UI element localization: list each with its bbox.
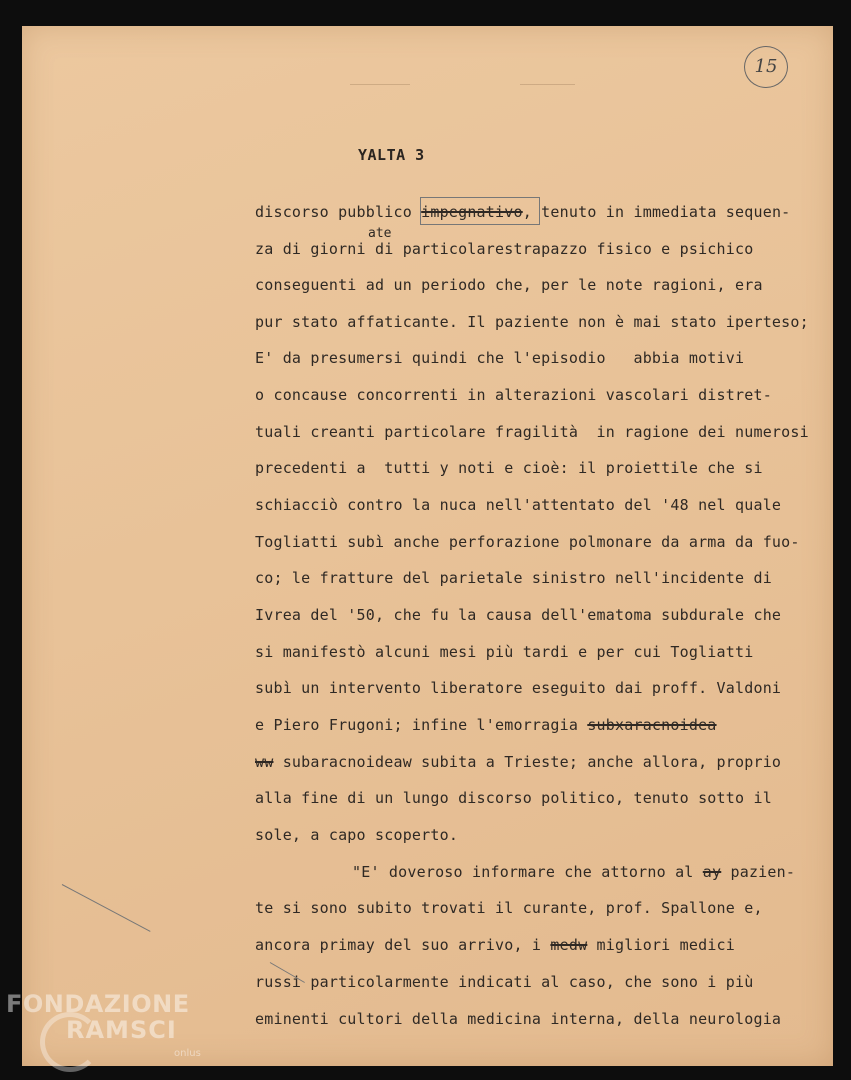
page-number: 15 bbox=[744, 46, 788, 88]
text-line: alla fine di un lungo discorso politico, tenuto sotto il bbox=[255, 789, 772, 807]
struck-word: ay bbox=[702, 863, 722, 881]
struck-word: impegnativo bbox=[421, 203, 523, 221]
text-line: Togliatti subì anche perforazione polmonare da arma da fuo- bbox=[255, 533, 800, 551]
struck-word: medw bbox=[550, 936, 588, 954]
text-line: za di giorni di particolarestrapazzo fisico e psichico bbox=[255, 240, 754, 258]
text-line: "E' doveroso informare che attorno al ay pazien- bbox=[352, 863, 796, 881]
watermark-logo: FONDAZIONE RAMSCI onlus bbox=[6, 990, 216, 1070]
text-line: ww subaracnoideaw subita a Trieste; anche allora, proprio bbox=[255, 753, 782, 771]
text-line: discorso pubblico impegnativo, tenuto in immediata sequen- bbox=[255, 203, 791, 221]
text-line: ancora primay del suo arrivo, i medw migliori medici bbox=[255, 936, 736, 954]
faint-mark bbox=[350, 84, 410, 85]
text-line: pur stato affaticante. Il paziente non è mai stato iperteso; bbox=[255, 313, 809, 331]
document-title: YALTA 3 bbox=[358, 146, 425, 164]
text-line: co; le fratture del parietale sinistro nell'incidente di bbox=[255, 569, 772, 587]
text-line: subì un intervento liberatore eseguito dai proff. Valdoni bbox=[255, 679, 782, 697]
struck-word: subxaracnoidea bbox=[587, 716, 717, 734]
text-line: russi particolarmente indicati al caso, che sono i più bbox=[255, 973, 754, 991]
text-line: te si sono subito trovati il curante, prof. Spallone e, bbox=[255, 899, 763, 917]
correction-bracket bbox=[420, 197, 540, 225]
text-line: eminenti cultori della medicina interna, della neurologia bbox=[255, 1010, 782, 1028]
text-line: Ivrea del '50, che fu la causa dell'ematoma subdurale che bbox=[255, 606, 782, 624]
text-line: conseguenti ad un periodo che, per le note ragioni, era bbox=[255, 276, 763, 294]
handwritten-insertion: ate bbox=[368, 226, 392, 241]
text-line: e Piero Frugoni; infine l'emorragia subxaracnoidea bbox=[255, 716, 717, 734]
text-line: sole, a capo scoperto. bbox=[255, 826, 459, 844]
struck-word: ww bbox=[255, 753, 274, 771]
text-line: E' da presumersi quindi che l'episodio abbia motivi bbox=[255, 349, 745, 367]
text-line: si manifestò alcuni mesi più tardi e per cui Togliatti bbox=[255, 643, 754, 661]
text-line: o concause concorrenti in alterazioni vascolari distret- bbox=[255, 386, 772, 404]
text-line: schiacciò contro la nuca nell'attentato del '48 nel quale bbox=[255, 496, 782, 514]
text-line: precedenti a tutti y noti e cioè: il proiettile che si bbox=[255, 459, 763, 477]
text-line: tuali creanti particolare fragilità in ragione dei numerosi bbox=[255, 423, 809, 441]
faint-mark bbox=[520, 84, 575, 85]
